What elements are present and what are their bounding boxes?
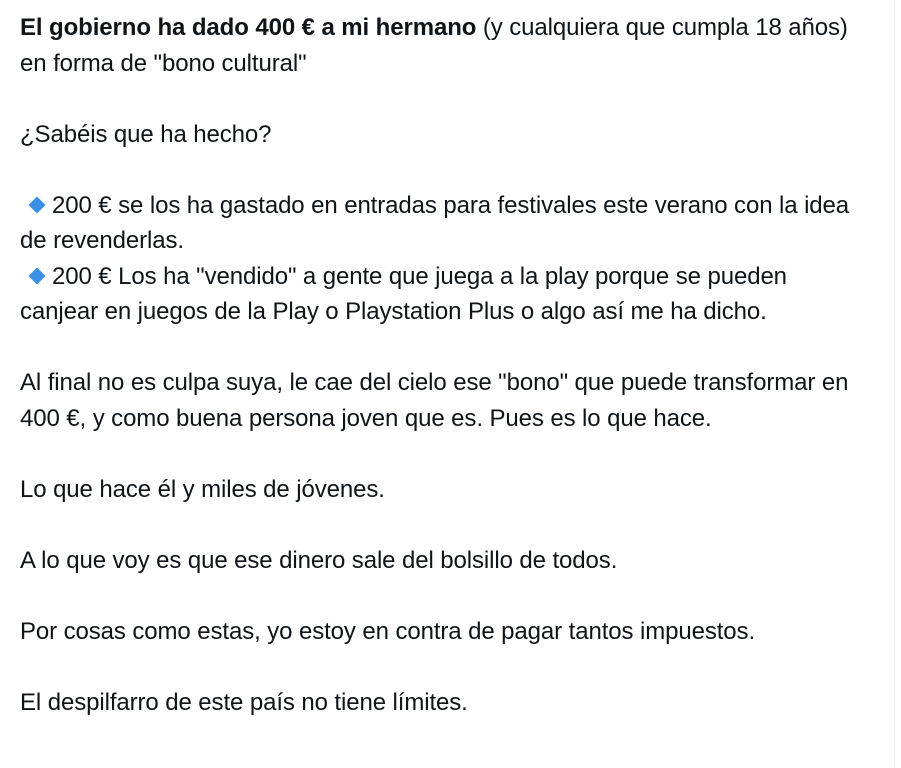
- bullet-item: [20, 259, 870, 330]
- tweet-intro: [20, 10, 870, 81]
- column-divider: [894, 0, 895, 768]
- tweet-paragraph: Lo que hace él y miles de jóvenes.: [20, 475, 385, 503]
- tweet-text: [20, 10, 870, 720]
- tweet-question: ¿Sabéis que ha hecho?: [20, 120, 272, 148]
- tweet-paragraph: Por cosas como estas, yo estoy en contra de pagar tantos impuestos.: [20, 617, 756, 645]
- diamond-icon: [29, 268, 46, 285]
- tweet-paragraph: A lo que voy es que ese dinero sale del bolsillo de todos.: [20, 546, 618, 574]
- tweet-paragraph: Al final no es culpa suya, le cae del cielo ese "bono" que puede transformar en 400 €, y como buena persona joven que es. Pues es lo que hace.: [20, 369, 849, 432]
- bullet-text: 200 € Los ha "vendido" a gente que juega a la play porque se pueden canjear en juegos de la Play o Playstation Plus o algo así me ha dicho.: [20, 262, 787, 325]
- bullet-item: [20, 188, 870, 259]
- bullet-text: 200 € se los ha gastado en entradas para festivales este verano con la idea de revenderlas.: [20, 191, 850, 254]
- tweet-intro-bold: El gobierno ha dado 400 € a mi hermano: [20, 14, 477, 41]
- tweet-paragraph: El despilfarro de este país no tiene límites.: [20, 688, 468, 716]
- tweet-intro-rest: (y cualquiera que cumpla 18 años) en forma de "bono cultural": [20, 14, 848, 77]
- diamond-icon: [29, 197, 46, 214]
